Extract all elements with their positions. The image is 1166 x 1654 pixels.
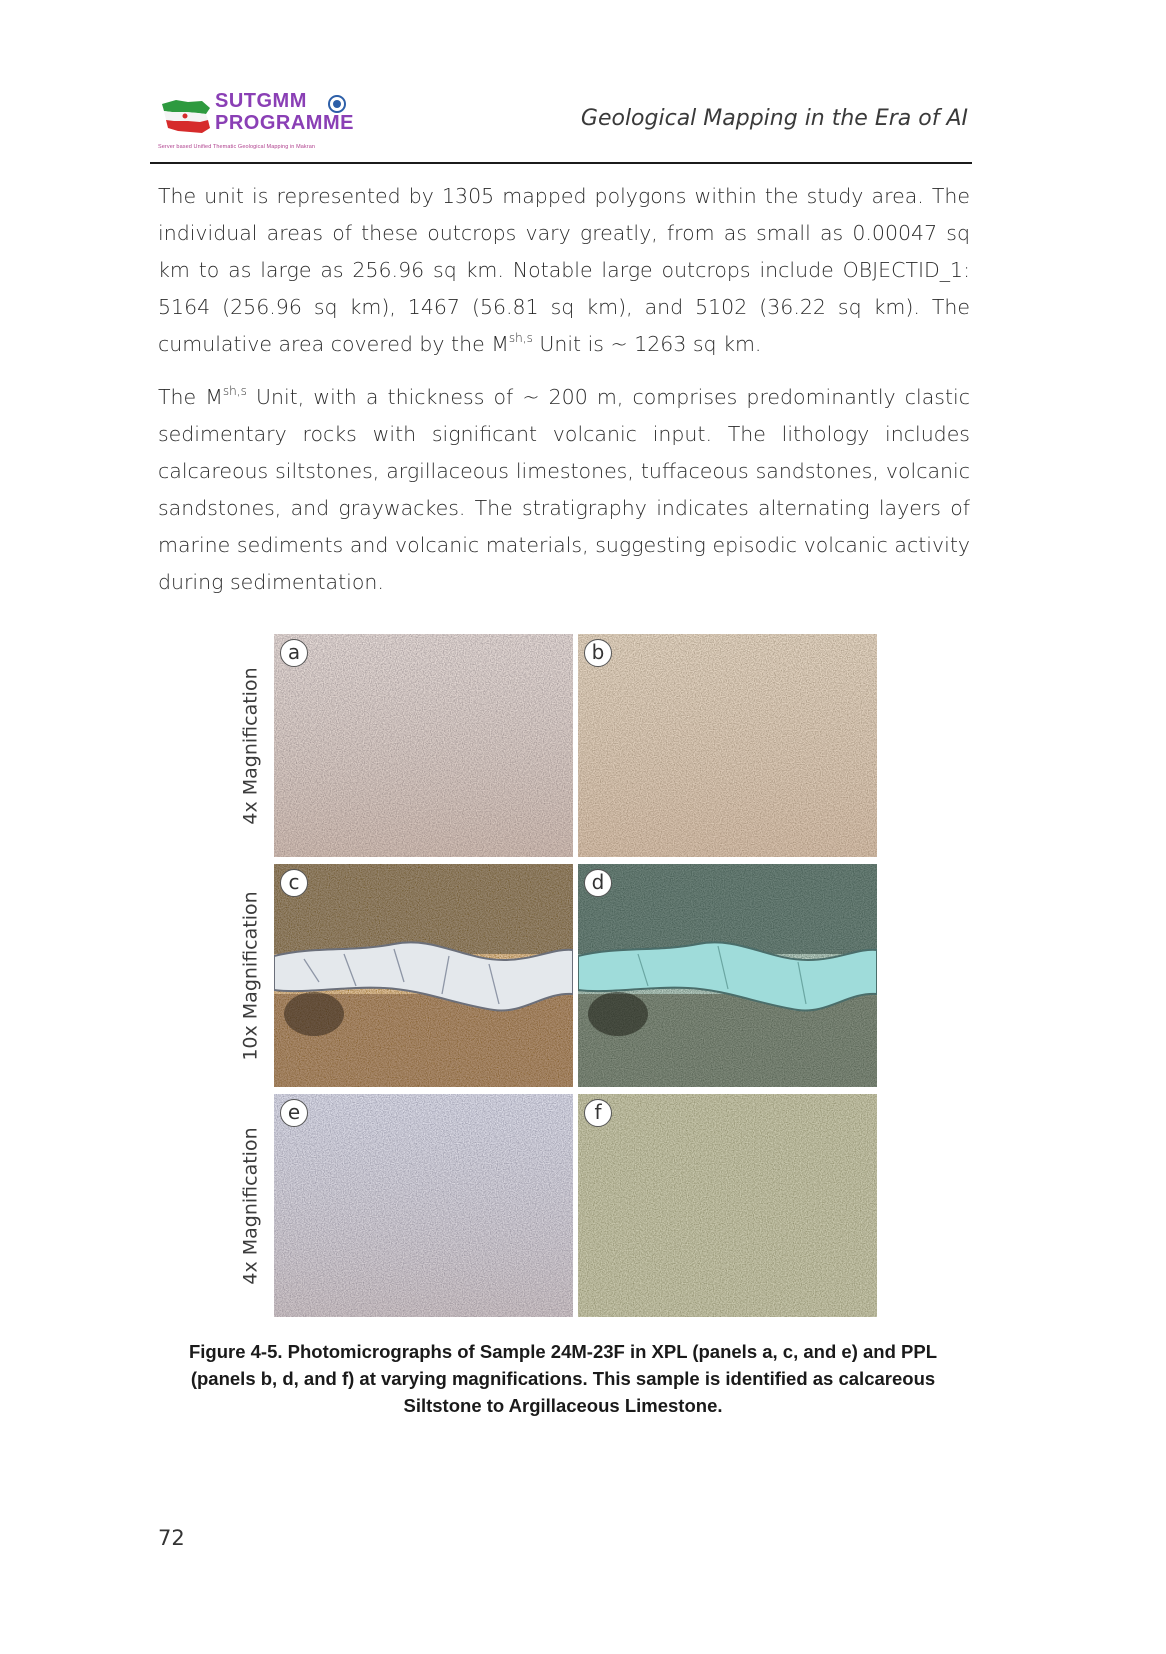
- panel-e-photomicrograph: [274, 1094, 573, 1317]
- paragraph-2: [158, 379, 970, 601]
- figure-caption: Figure 4-5. Photomicrographs of Sample 24M-23F in XPL (panels a, c, and e) and PPL (panels b, d, and f) at varying magnifications. This sample is identified as calcareous Siltstone to Argillaceous Limestone.: [188, 1341, 938, 1416]
- row-label-1: 4x Magnification: [240, 666, 262, 825]
- panel-b-photomicrograph: [578, 634, 877, 857]
- unit-superscript: sh,s: [508, 331, 533, 345]
- unit-superscript: sh,s: [222, 384, 247, 398]
- header-rule: [150, 162, 972, 164]
- logo-line-1: SUTGMM: [215, 90, 307, 112]
- page-header: [150, 76, 972, 166]
- logo-line-2: PROGRAMME: [215, 112, 354, 134]
- running-header-title: Geological Mapping in the Era of AI: [580, 106, 968, 131]
- page-number: 72: [158, 1526, 185, 1550]
- paragraph-1: [158, 178, 970, 363]
- paragraph-1-text: The unit is represented by 1305 mapped polygons within the study area. The individual areas of these outcrops vary greatly, from as small as 0.00047 sq km to as large as 256.96 sq km. Notable large outcrops include OBJECTID_1: 5164 (256.96 sq km), 1467 (56.81 sq km), and 5102 (36.22 sq km). The cumulative area covered by the M: [158, 184, 970, 356]
- iran-flag-map-icon: [158, 98, 212, 136]
- panel-letter: c: [280, 869, 308, 897]
- logo-emblem-icon: [328, 95, 346, 113]
- logo-subtitle: Server based Unified Thematic Geological Mapping in Makran: [158, 144, 316, 150]
- paragraph-2-head: The M: [158, 385, 223, 409]
- panel-letter: e: [280, 1099, 308, 1127]
- row-label-3: 4x Magnification: [240, 1126, 262, 1285]
- panel-letter: b: [584, 639, 612, 667]
- panel-letter: f: [584, 1099, 612, 1127]
- panel-letter: a: [280, 639, 308, 667]
- body-text: [158, 178, 970, 617]
- panel-c-photomicrograph: [274, 864, 573, 1087]
- row-label-2: 10x Magnification: [240, 890, 262, 1061]
- photomicrograph-figure: [236, 634, 878, 1321]
- panel-letter: d: [584, 869, 612, 897]
- panel-a-photomicrograph: [274, 634, 573, 857]
- panel-d-photomicrograph: [578, 864, 877, 1087]
- paragraph-2-text: Unit, with a thickness of ~ 200 m, comprises predominantly clastic sedimentary rocks with significant volcanic input. The lithology includes calcareous siltstones, argillaceous limestones, tuffaceous sandstones, volcanic sandstones, and graywackes. The stratigraphy indicates alternating layers of marine sediments and volcanic materials, suggesting episodic volcanic activity during sedimentation.: [158, 385, 970, 594]
- paragraph-1-tail: Unit is ~ 1263 sq km.: [532, 332, 762, 356]
- programme-logo: [158, 84, 358, 154]
- panel-f-photomicrograph: [578, 1094, 877, 1317]
